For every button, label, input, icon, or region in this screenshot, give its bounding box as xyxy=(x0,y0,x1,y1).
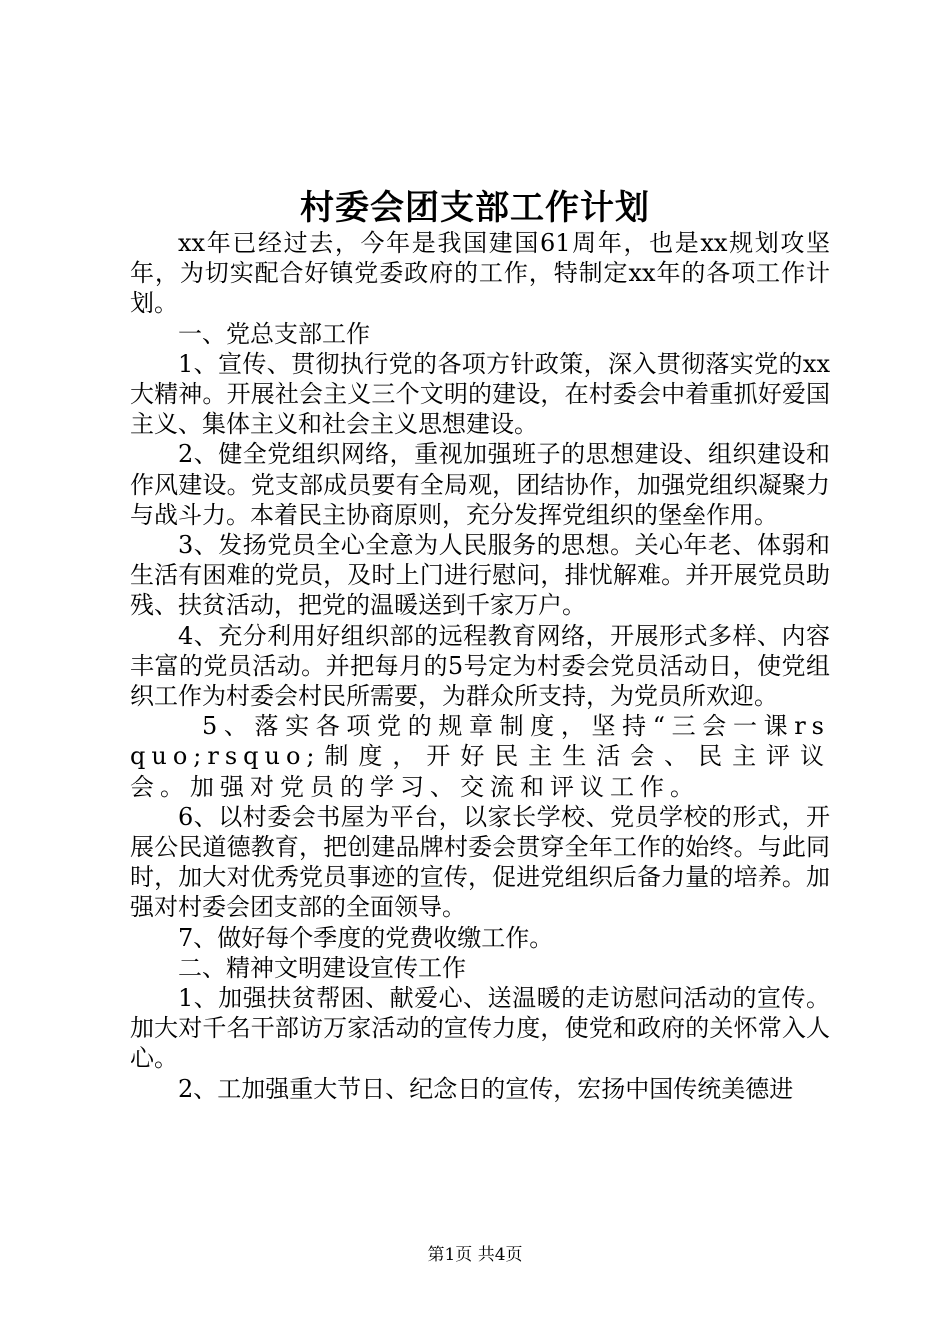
list-item: 4、充分利用好组织部的远程教育网络，开展形式多样、内容丰富的党员活动。并把每月的5号定为村委会党员活动日，使党组织工作为村委会村民所需要，为群众所支持，为党员所欢迎。 xyxy=(130,621,830,711)
document-body xyxy=(130,228,830,1104)
intro-paragraph: xx年已经过去，今年是我国建国61周年，也是xx规划攻坚年，为切实配合好镇党委政府的工作，特制定xx年的各项工作计划。 xyxy=(130,229,830,318)
section-heading-civilization: 二、精神文明建设宣传工作 xyxy=(178,953,466,982)
section-heading-party-branch: 一、党总支部工作 xyxy=(178,319,370,348)
list-item: 7、做好每个季度的党费收缴工作。 xyxy=(178,923,554,952)
list-item: 1、宣传、贯彻执行党的各项方针政策，深入贯彻落实党的xx大精神。开展社会主义三个文明的建设，在村委会中着重抓好爱国主义、集体主义和社会主义思想建设。 xyxy=(130,349,830,439)
list-item: 2、工加强重大节日、纪念日的宣传，宏扬中国传统美德进 xyxy=(178,1074,794,1103)
page-footer: 第1页 共4页 xyxy=(427,1245,523,1265)
list-item: 1、加强扶贫帮困、献爱心、送温暖的走访慰问活动的宣传。加大对千名干部访万家活动的宣传力度，使党和政府的关怀常入人心。 xyxy=(130,984,830,1073)
document-title: 村委会团支部工作计划 xyxy=(300,188,650,228)
list-item: 6、以村委会书屋为平台，以家长学校、党员学校的形式，开展公民道德教育，把创建品牌村委会贯穿全年工作的始终。与此同时，加大对优秀党员事迹的宣传，促进党组织后备力量的培养。加强对村委会团支部的全面领导。 xyxy=(130,802,830,922)
list-item: 2、健全党组织网络，重视加强班子的思想建设、组织建设和作风建设。党支部成员要有全局观，团结协作，加强党组织凝聚力与战斗力。本着民主协商原则，充分发挥党组织的堡垒作用。 xyxy=(130,440,830,529)
list-item: 3、发扬党员全心全意为人民服务的思想。关心年老、体弱和生活有困难的党员，及时上门进行慰问，排忧解难。并开展党员助残、扶贫活动，把党的温暖送到千家万户。 xyxy=(130,531,830,620)
list-item: 5、落实各项党的规章制度，坚持“三会一课rsquo;rsquo;制度，开好民主生活会、民主评议会。加强对党员的学习、交流和评议工作。 xyxy=(130,712,830,801)
